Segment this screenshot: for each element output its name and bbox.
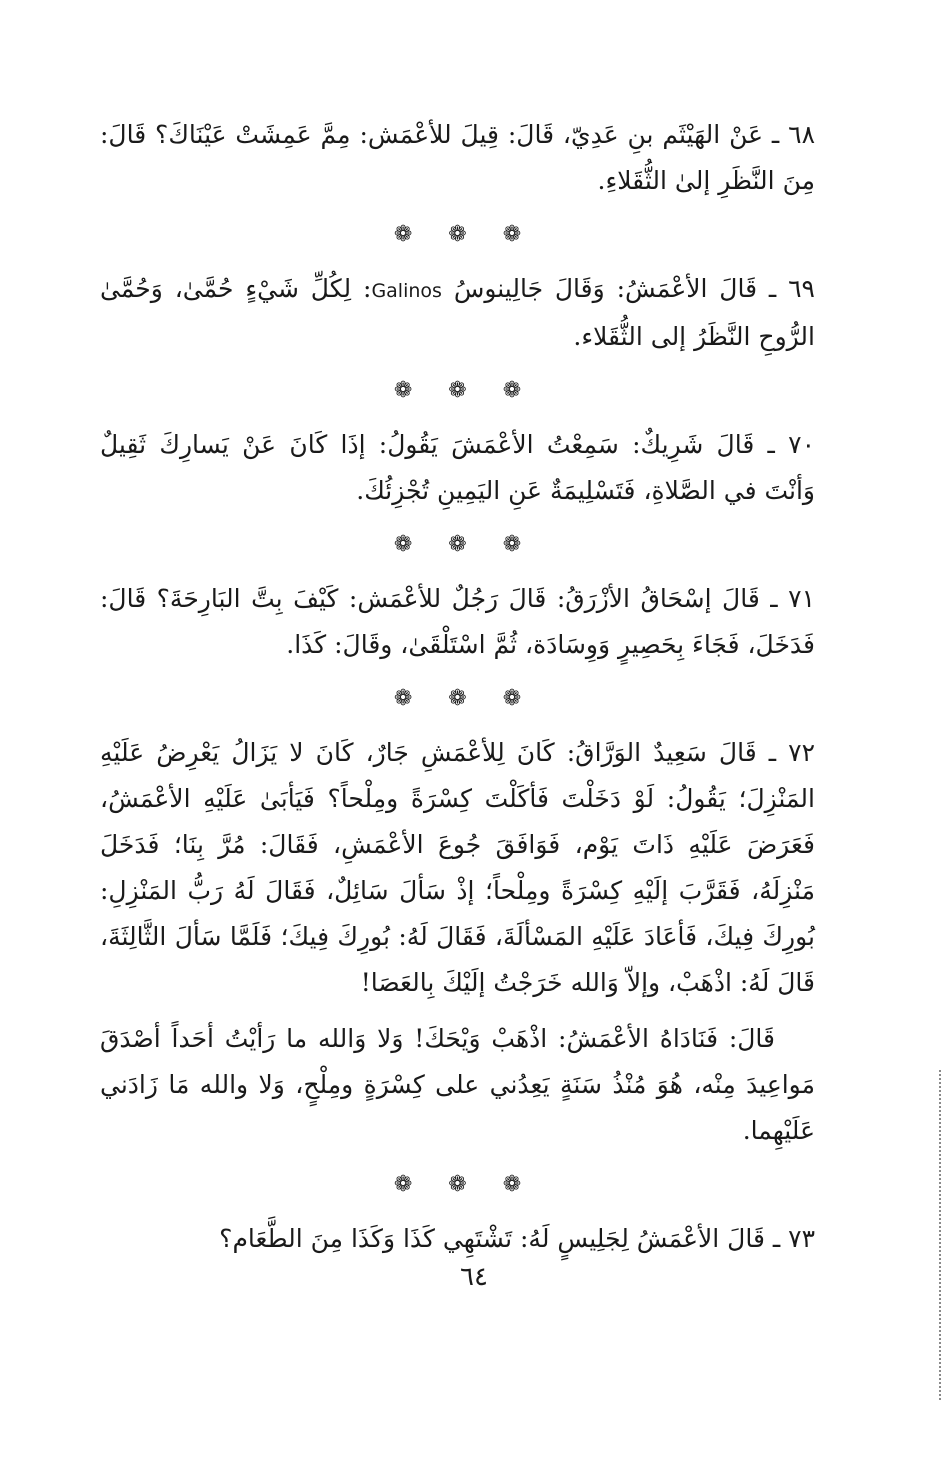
flower-icon: ❁ [502,686,522,711]
separator-ornament [100,668,815,730]
entry-72-continuation: قَالَ: فَنَادَاهُ الأعْمَشُ: اذْهَبْ وَيْحَكَ! وَلا وَالله ما رَأيْتُ أحَداً أصْدَقَ مَواعِيدَ مِنْه، هُوَ مُنْذُ سَنَةٍ يَعِدُني على كِسْرَةٍ ومِلْحٍ، وَلا والله مَا زَادَني عَلَيْهِما. [100,1024,815,1145]
page-number: ٦٤ [460,1262,488,1292]
flower-icon: ❁ [448,1172,467,1197]
entry-68: ٦٨ ـ عَنْ الهَيْثَم بنِ عَدِيّ، قَالَ: قِيلَ للأعْمَش: مِمَّ عَمِشَتْ عَيْنَاكَ؟ قَالَ: مِنَ النَّظَرِ إلىٰ الثُّقَلاءِ. [100,120,815,195]
flower-icon: ❁ [393,378,413,403]
flower-icon: ❁ [502,1172,522,1197]
entry-72: ٧٢ ـ قَالَ سَعِيدٌ الوَرَّاقُ: كَانَ لِلأعْمَشِ جَارٌ، كَانَ لا يَزَالُ يَعْرِضُ عَلَيْهِ المَنْزِلَ؛ يَقُولُ: لَوْ دَخَلْتَ فَأكَلْتَ كِسْرَةً ومِلْحاً؟ فَيَأبَىٰ عَلَيْهِ الأعْمَشُ، فَعَرَضَ عَلَيْهِ ذَاتَ يَوْم، فَوَافَقَ جُوعَ الأعْمَشِ، فَقَالَ: مُرَّ بِنَا؛ فَدَخَلَ مَنْزِلَهُ، فَقَرَّبَ إلَيْهِ كِسْرَةً ومِلْحاً؛ إذْ سَألَ سَائِلٌ، فَقَالَ لَهُ رَبُّ المَنْزِلِ: بُورِكَ فِيكَ، فَأعَادَ عَلَيْهِ المَسْألَةَ، فَقَالَ لَهُ: بُورِكَ فِيكَ؛ فَلَمَّا سَألَ الثَّالِثَةَ، قَالَ لَهُ: اذْهَبْ، وإلاّ وَالله خَرَجْتُ إلَيْكَ بِالعَصَا! [100,738,815,997]
separator-ornament [100,204,815,266]
flower-icon: ❁ [393,222,413,247]
separator-ornament [100,360,815,422]
flower-icon: ❁ [502,532,522,557]
flower-icon: ❁ [502,378,522,403]
entry-69 [100,266,815,360]
separator-ornament [100,1154,815,1216]
entry-69-text-before: ٦٩ ـ قَالَ الأعْمَشُ: وَقَالَ جَالِينوسُ [453,274,815,303]
entry-69-latin-name: Galinos [371,280,442,302]
entry-70: ٧٠ ـ قَالَ شَرِيكٌ: سَمِعْتُ الأعْمَشَ يَقُولُ: إذَا كَانَ عَنْ يَسارِكَ ثَقِيلٌ وَأنْتَ في الصَّلاةِ، فَتَسْلِيمَةٌ عَنِ اليَمِينِ تُجْزِئُكَ. [100,430,815,505]
flower-icon: ❁ [448,532,467,557]
flower-icon: ❁ [502,222,522,247]
flower-icon: ❁ [393,686,413,711]
separator-ornament [100,514,815,576]
flower-icon: ❁ [448,378,467,403]
entry-69-text-after: : لِكُلِّ شَيْءٍ حُمَّىٰ، وَحُمَّىٰ الرُّوحِ النَّظَرُ إلى الثُّقَلاء. [100,274,815,351]
flower-icon: ❁ [393,1172,413,1197]
entry-73: ٧٣ ـ قَالَ الأعْمَشُ لِجَلِيسٍ لَهُ: تَشْتَهِي كَذَا وَكَذَا مِنَ الطَّعَام؟ [219,1224,815,1253]
page-body [100,112,815,1262]
entry-71: ٧١ ـ قَالَ إسْحَاقُ الأزْرَقُ: قَالَ رَجُلٌ للأعْمَش: كَيْفَ بِتَّ البَارِحَةَ؟ قَالَ: فَدَخَلَ، فَجَاءَ بِحَصِيرٍ وَوِسَادَة، ثُمَّ اسْتَلْقَىٰ، وقَالَ: كَذَا. [100,584,815,659]
scan-edge-mark [939,1070,941,1400]
flower-icon: ❁ [448,222,467,247]
flower-icon: ❁ [448,686,467,711]
flower-icon: ❁ [393,532,413,557]
